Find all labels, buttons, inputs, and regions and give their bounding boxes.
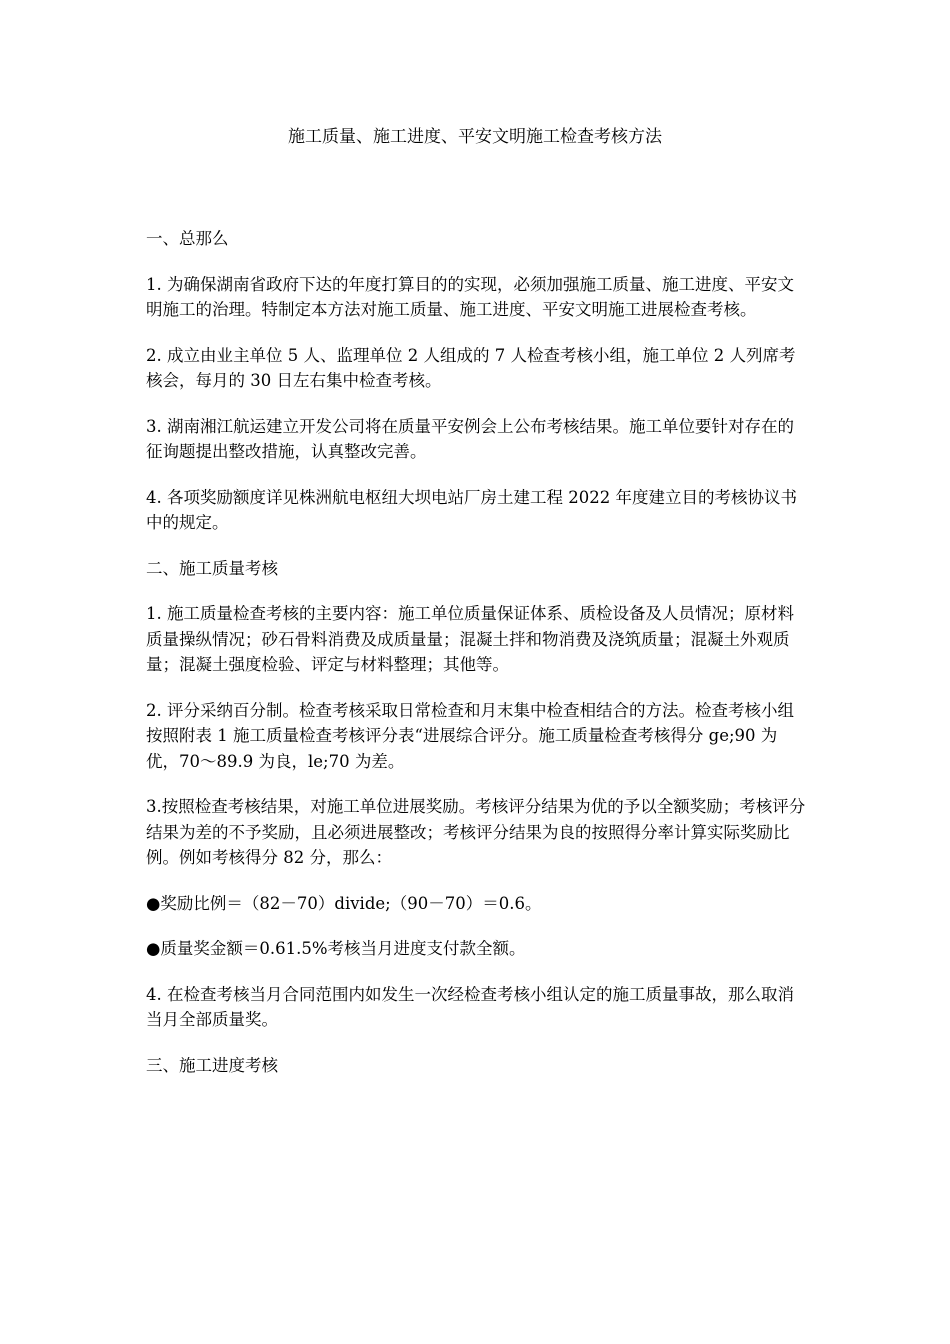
section-heading-general: 一、总那么 bbox=[146, 229, 229, 248]
bullet-quality-bonus: ●质量奖金额＝0.61.5%考核当月进度支付款全额。 bbox=[146, 939, 526, 958]
document-body bbox=[146, 226, 806, 1098]
section-heading-quality: 二、施工质量考核 bbox=[146, 558, 278, 578]
paragraph-quality-3: 3.按照检查考核结果，对施工单位进展奖励。考核评分结果为优的予以全额奖励；考核评分结果为差的不予奖励，且必须进展整改；考核评分结果为良的按照得分率计算实际奖励比例。例如考核得分 82 分，那么： bbox=[146, 797, 806, 867]
section-heading-progress: 三、施工进度考核 bbox=[146, 1055, 278, 1075]
paragraph-general-2: 2. 成立由业主单位 5 人、监理单位 2 人组成的 7 人检查考核小组，施工单位 2 人列席考核会，每月的 30 日左右集中检查考核。 bbox=[146, 345, 796, 390]
paragraph-general-1: 1. 为确保湖南省政府下达的年度打算目的的实现，必须加强施工质量、施工进度、平安文明施工的治理。特制定本方法对施工质量、施工进度、平安文明施工进展检查考核。 bbox=[146, 274, 794, 319]
paragraph-quality-1: 1. 施工质量检查考核的主要内容：施工单位质量保证体系、质检设备及人员情况；原材料质量操纵情况；砂石骨料消费及成质量量；混凝土拌和物消费及浇筑质量；混凝土外观质量；混凝土强度检验、评定与材料整理；其他等。 bbox=[146, 604, 794, 674]
paragraph-general-3: 3. 湖南湘江航运建立开发公司将在质量平安例会上公布考核结果。施工单位要针对存在的征询题提出整改措施，认真整改完善。 bbox=[146, 416, 794, 461]
paragraph-quality-4: 4. 在检查考核当月合同范围内如发生一次经检查考核小组认定的施工质量事故，那么取消当月全部质量奖。 bbox=[146, 984, 794, 1029]
bullet-reward-ratio: ●奖励比例＝（82－70）divide;（90－70）＝0.6。 bbox=[146, 893, 542, 913]
paragraph-general-4: 4. 各项奖励额度详见株洲航电枢纽大坝电站厂房土建工程 2022 年度建立目的考核协议书中的规定。 bbox=[146, 487, 797, 532]
paragraph-quality-2: 2. 评分采纳百分制。检查考核采取日常检查和月末集中检查相结合的方法。检查考核小组按照附表 1 施工质量检查考核评分表“进展综合评分。施工质量检查考核得分 ge;90 为优，70～89.9 为良，le;70 为差。 bbox=[146, 700, 794, 771]
document-title: 施工质量、施工进度、平安文明施工检查考核方法 bbox=[288, 127, 662, 147]
